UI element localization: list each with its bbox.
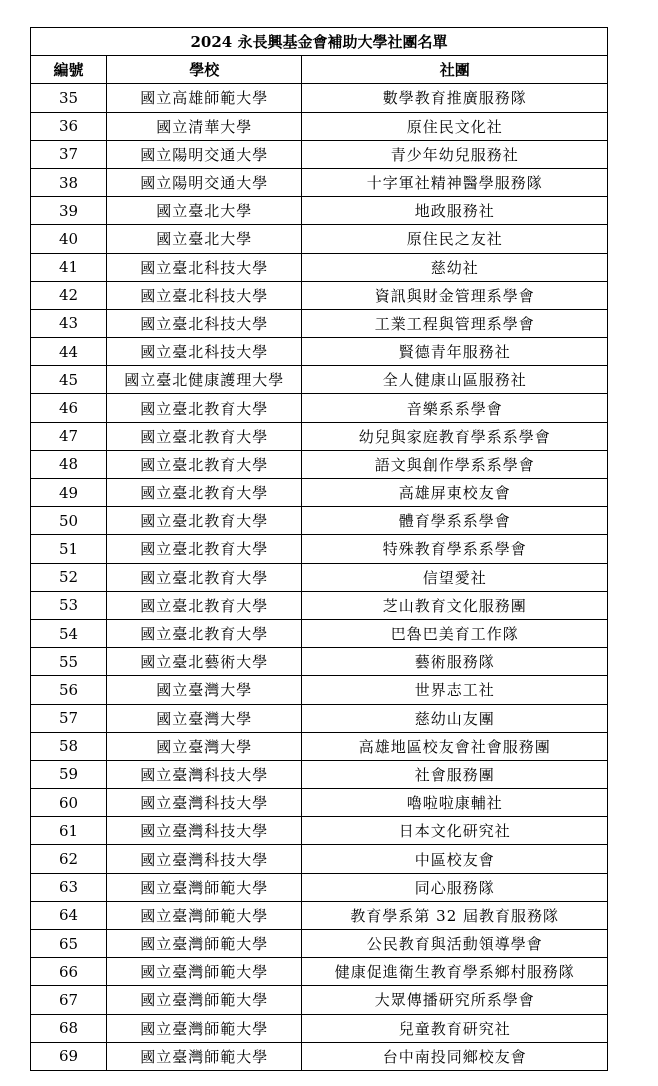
table-row [31,676,608,704]
club-list-table [30,27,608,1071]
row-school-cell: 國立臺灣科技大學 [107,760,302,788]
table-row [31,619,608,647]
row-number-cell: 66 [31,958,107,986]
row-school-cell: 國立臺北教育大學 [107,591,302,619]
row-club-cell: 藝術服務隊 [302,648,608,676]
row-number-cell: 45 [31,366,107,394]
row-number-cell: 49 [31,479,107,507]
row-number-cell: 36 [31,112,107,140]
row-school-cell: 國立臺北教育大學 [107,535,302,563]
row-number-cell: 50 [31,507,107,535]
row-number-cell: 64 [31,901,107,929]
table-row [31,958,608,986]
row-school-cell: 國立臺北健康護理大學 [107,366,302,394]
row-school-cell: 國立臺灣師範大學 [107,1042,302,1070]
table-row [31,535,608,563]
table-row [31,450,608,478]
table-row [31,873,608,901]
row-school-cell: 國立臺北藝術大學 [107,648,302,676]
row-number-cell: 41 [31,253,107,281]
row-school-cell: 國立臺灣科技大學 [107,845,302,873]
table-row [31,901,608,929]
row-school-cell: 國立臺灣大學 [107,732,302,760]
row-number-cell: 37 [31,140,107,168]
row-school-cell: 國立臺北大學 [107,197,302,225]
row-number-cell: 39 [31,197,107,225]
row-club-cell: 巴魯巴美育工作隊 [302,619,608,647]
table-row [31,732,608,760]
row-number-cell: 59 [31,760,107,788]
row-school-cell: 國立臺灣大學 [107,704,302,732]
row-club-cell: 世界志工社 [302,676,608,704]
table-row [31,591,608,619]
row-number-cell: 67 [31,986,107,1014]
row-club-cell: 健康促進衛生教育學系鄉村服務隊 [302,958,608,986]
row-school-cell: 國立臺北教育大學 [107,394,302,422]
row-school-cell: 國立高雄師範大學 [107,84,302,112]
row-number-cell: 56 [31,676,107,704]
row-club-cell: 信望愛社 [302,563,608,591]
row-number-cell: 52 [31,563,107,591]
row-club-cell: 數學教育推廣服務隊 [302,84,608,112]
table-row [31,84,608,112]
row-school-cell: 國立臺北教育大學 [107,619,302,647]
row-school-cell: 國立臺北教育大學 [107,507,302,535]
row-number-cell: 68 [31,1014,107,1042]
row-club-cell: 慈幼山友團 [302,704,608,732]
row-school-cell: 國立臺灣師範大學 [107,1014,302,1042]
row-school-cell: 國立臺灣師範大學 [107,930,302,958]
row-school-cell: 國立陽明交通大學 [107,140,302,168]
row-club-cell: 慈幼社 [302,253,608,281]
row-club-cell: 幼兒與家庭教育學系系學會 [302,422,608,450]
table-row [31,366,608,394]
header-school: 學校 [107,56,302,84]
table-row [31,817,608,845]
row-club-cell: 社會服務團 [302,760,608,788]
row-club-cell: 音樂系系學會 [302,394,608,422]
row-number-cell: 42 [31,281,107,309]
row-number-cell: 38 [31,168,107,196]
row-school-cell: 國立臺北科技大學 [107,253,302,281]
row-school-cell: 國立臺灣師範大學 [107,958,302,986]
row-number-cell: 44 [31,338,107,366]
row-club-cell: 台中南投同鄉校友會 [302,1042,608,1070]
row-number-cell: 40 [31,225,107,253]
header-row [31,56,608,84]
table-row [31,338,608,366]
row-club-cell: 地政服務社 [302,197,608,225]
row-number-cell: 54 [31,619,107,647]
row-number-cell: 51 [31,535,107,563]
row-club-cell: 兒童教育研究社 [302,1014,608,1042]
table-row [31,309,608,337]
row-number-cell: 57 [31,704,107,732]
row-number-cell: 61 [31,817,107,845]
table-row [31,648,608,676]
table-row [31,140,608,168]
row-number-cell: 46 [31,394,107,422]
table-row [31,168,608,196]
table-title: 2024 永長興基金會補助大學社團名單 [31,28,608,56]
row-school-cell: 國立臺北科技大學 [107,281,302,309]
row-number-cell: 47 [31,422,107,450]
table-row [31,253,608,281]
table-row [31,789,608,817]
row-club-cell: 同心服務隊 [302,873,608,901]
row-club-cell: 語文與創作學系系學會 [302,450,608,478]
row-number-cell: 43 [31,309,107,337]
row-school-cell: 國立臺北教育大學 [107,563,302,591]
row-school-cell: 國立臺北科技大學 [107,309,302,337]
table-row [31,281,608,309]
table-row [31,507,608,535]
row-number-cell: 62 [31,845,107,873]
header-number: 編號 [31,56,107,84]
row-club-cell: 體育學系系學會 [302,507,608,535]
row-school-cell: 國立臺灣科技大學 [107,789,302,817]
table-row [31,704,608,732]
title-row [31,28,608,56]
row-club-cell: 嚕啦啦康輔社 [302,789,608,817]
row-number-cell: 53 [31,591,107,619]
table-row [31,845,608,873]
row-school-cell: 國立臺灣師範大學 [107,986,302,1014]
table-row [31,225,608,253]
row-club-cell: 教育學系第 32 屆教育服務隊 [302,901,608,929]
row-number-cell: 58 [31,732,107,760]
table-row [31,394,608,422]
row-club-cell: 高雄地區校友會社會服務團 [302,732,608,760]
row-number-cell: 69 [31,1042,107,1070]
row-school-cell: 國立臺灣師範大學 [107,901,302,929]
row-school-cell: 國立清華大學 [107,112,302,140]
header-club: 社團 [302,56,608,84]
table-row [31,197,608,225]
table-row [31,112,608,140]
table-row [31,930,608,958]
row-club-cell: 青少年幼兒服務社 [302,140,608,168]
row-club-cell: 十字軍社精神醫學服務隊 [302,168,608,196]
row-number-cell: 35 [31,84,107,112]
table-row [31,422,608,450]
row-club-cell: 高雄屏東校友會 [302,479,608,507]
row-school-cell: 國立陽明交通大學 [107,168,302,196]
row-club-cell: 特殊教育學系系學會 [302,535,608,563]
row-club-cell: 日本文化研究社 [302,817,608,845]
row-club-cell: 資訊與財金管理系學會 [302,281,608,309]
row-club-cell: 全人健康山區服務社 [302,366,608,394]
row-number-cell: 55 [31,648,107,676]
row-school-cell: 國立臺灣科技大學 [107,817,302,845]
row-number-cell: 65 [31,930,107,958]
row-number-cell: 48 [31,450,107,478]
row-school-cell: 國立臺北大學 [107,225,302,253]
table-row [31,563,608,591]
row-school-cell: 國立臺北教育大學 [107,422,302,450]
row-club-cell: 公民教育與活動領導學會 [302,930,608,958]
row-club-cell: 原住民之友社 [302,225,608,253]
row-school-cell: 國立臺北教育大學 [107,479,302,507]
table-body [31,84,608,1071]
row-school-cell: 國立臺北科技大學 [107,338,302,366]
row-school-cell: 國立臺灣大學 [107,676,302,704]
row-school-cell: 國立臺灣師範大學 [107,873,302,901]
table-row [31,986,608,1014]
row-club-cell: 賢德青年服務社 [302,338,608,366]
row-club-cell: 工業工程與管理系學會 [302,309,608,337]
row-club-cell: 中區校友會 [302,845,608,873]
row-club-cell: 芝山教育文化服務團 [302,591,608,619]
table-row [31,1014,608,1042]
table-row [31,1042,608,1070]
row-number-cell: 63 [31,873,107,901]
table-row [31,479,608,507]
row-club-cell: 原住民文化社 [302,112,608,140]
row-number-cell: 60 [31,789,107,817]
row-club-cell: 大眾傳播研究所系學會 [302,986,608,1014]
row-school-cell: 國立臺北教育大學 [107,450,302,478]
table-row [31,760,608,788]
